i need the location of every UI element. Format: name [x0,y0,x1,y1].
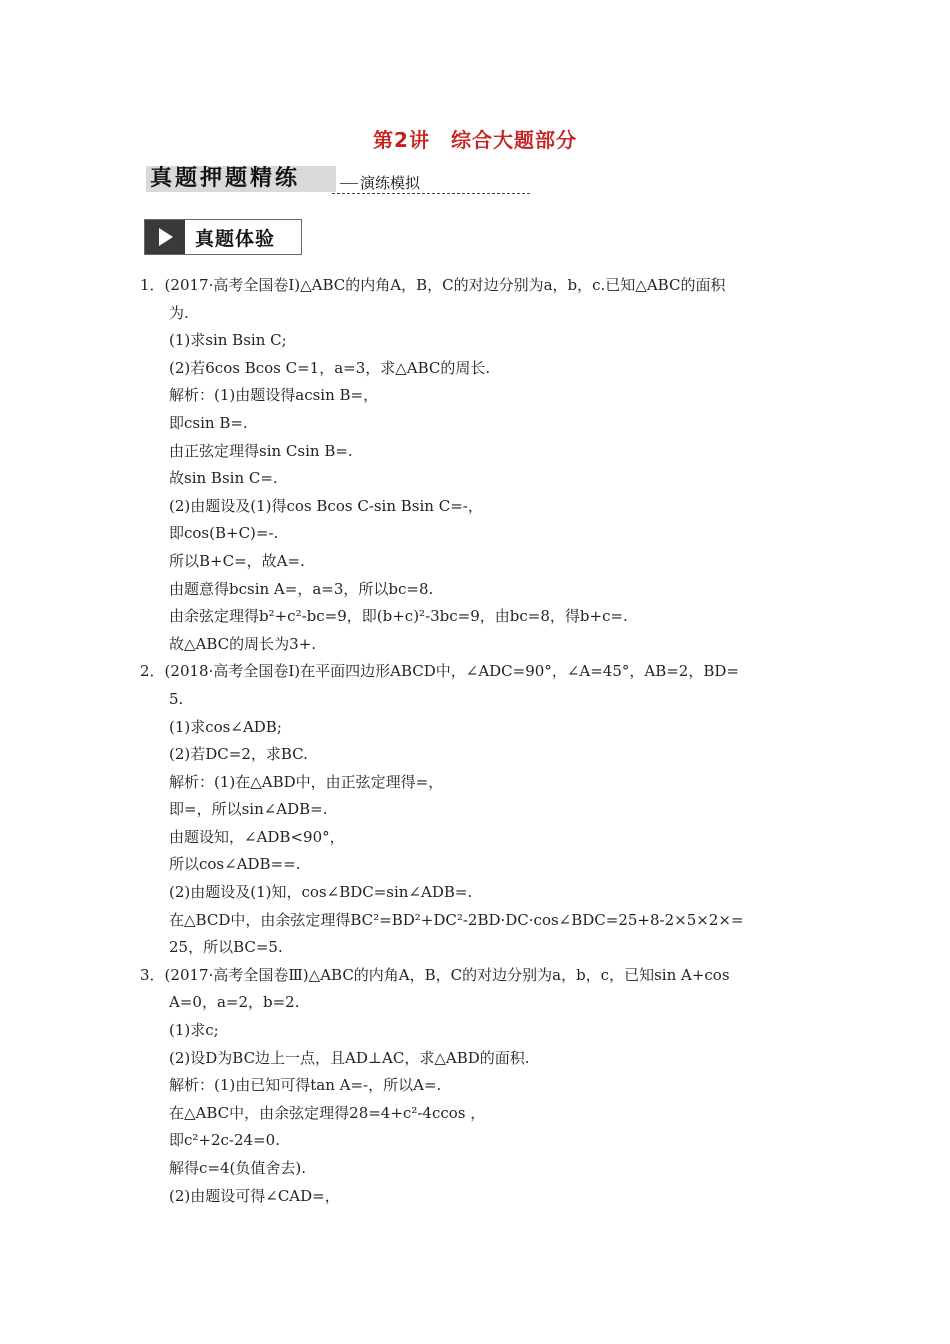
text-line: 即csin B=. [169,413,248,432]
text-line: (1)求cos∠ADB; [169,717,282,736]
text-line: A=0，a=2，b=2. [169,993,300,1012]
text-line: 为. [169,303,189,322]
text-line: 即cos(B+C)=-. [169,524,279,543]
text-line: 所以cos∠ADB==. [169,855,301,874]
text-line: 由题意得bcsin A=，a=3，所以bc=8. [169,579,434,598]
text-line: 即=，所以sin∠ADB=. [169,800,328,819]
text-line: (2)若DC=2，求BC. [169,745,308,764]
text-line: 在△ABC中，由余弦定理得28=4+c²-4ccos ， [169,1103,486,1122]
text-line: (2)由题设及(1)得cos Bcos C-sin Bsin C=-， [169,496,483,515]
play-arrow-icon [145,220,185,254]
banner-title: 真题押题精练 [146,166,336,192]
text-line: 由余弦定理得b²+c²-bc=9，即(b+c)²-3bc=9，由bc=8，得b+c=. [169,607,628,626]
text-line: 由题设知，∠ADB<90°， [169,827,345,846]
text-line: 故△ABC的周长为3+. [169,634,317,653]
text-line: 5. [169,689,184,708]
banner-dashed-line [332,193,530,194]
text-line: 2．(2018·高考全国卷Ⅰ)在平面四边形ABCD中，∠ADC=90°，∠A=45°，AB=2，BD= [140,662,739,681]
section-label: 真题体验 [195,228,276,250]
text-line: 解析：(1)在△ABD中，由正弦定理得=， [169,772,444,791]
text-line: 解得c=4(负值舍去). [169,1159,306,1177]
text-line: 由正弦定理得sin Csin B=. [169,441,353,460]
page-title: 第2讲 综合大题部分 [373,128,577,152]
text-line: 解析：(1)由已知可得tan A=-，所以A=. [169,1076,442,1095]
text-line: 在△BCD中，由余弦定理得BC²=BD²+DC²-2BD·DC·cos∠BDC=25+8-2×5×2×= [169,910,744,929]
text-line: (2)设D为BC边上一点，且AD⊥AC，求△ABD的面积. [169,1048,530,1067]
banner-subtitle: 演练模拟 [340,172,420,193]
text-line: (2)若6cos Bcos C=1，a=3，求△ABC的周长. [169,358,491,377]
section-banner [146,166,530,194]
text-line: (1)求sin Bsin C; [169,331,287,350]
problem-content [140,272,810,1210]
text-line: 25，所以BC=5. [169,938,283,957]
text-line: (2)由题设可得∠CAD=， [169,1186,340,1205]
text-line: 故sin Bsin C=. [169,469,278,488]
section-header [144,219,302,255]
text-line: (2)由题设及(1)知，cos∠BDC=sin∠ADB=. [169,883,473,902]
text-line: 1．(2017·高考全国卷Ⅰ)△ABC的内角A，B，C的对边分别为a，b，c.已知△ABC的面积 [140,276,726,294]
text-line: (1)求c; [169,1021,219,1040]
text-line: 3．(2017·高考全国卷Ⅲ)△ABC的内角A，B，C的对边分别为a，b，c，已知sin A+cos [140,965,730,984]
text-line: 即c²+2c-24=0. [169,1131,280,1150]
text-line: 所以B+C=，故A=. [169,551,305,570]
text-line: 解析：(1)由题设得acsin B=， [169,386,379,405]
